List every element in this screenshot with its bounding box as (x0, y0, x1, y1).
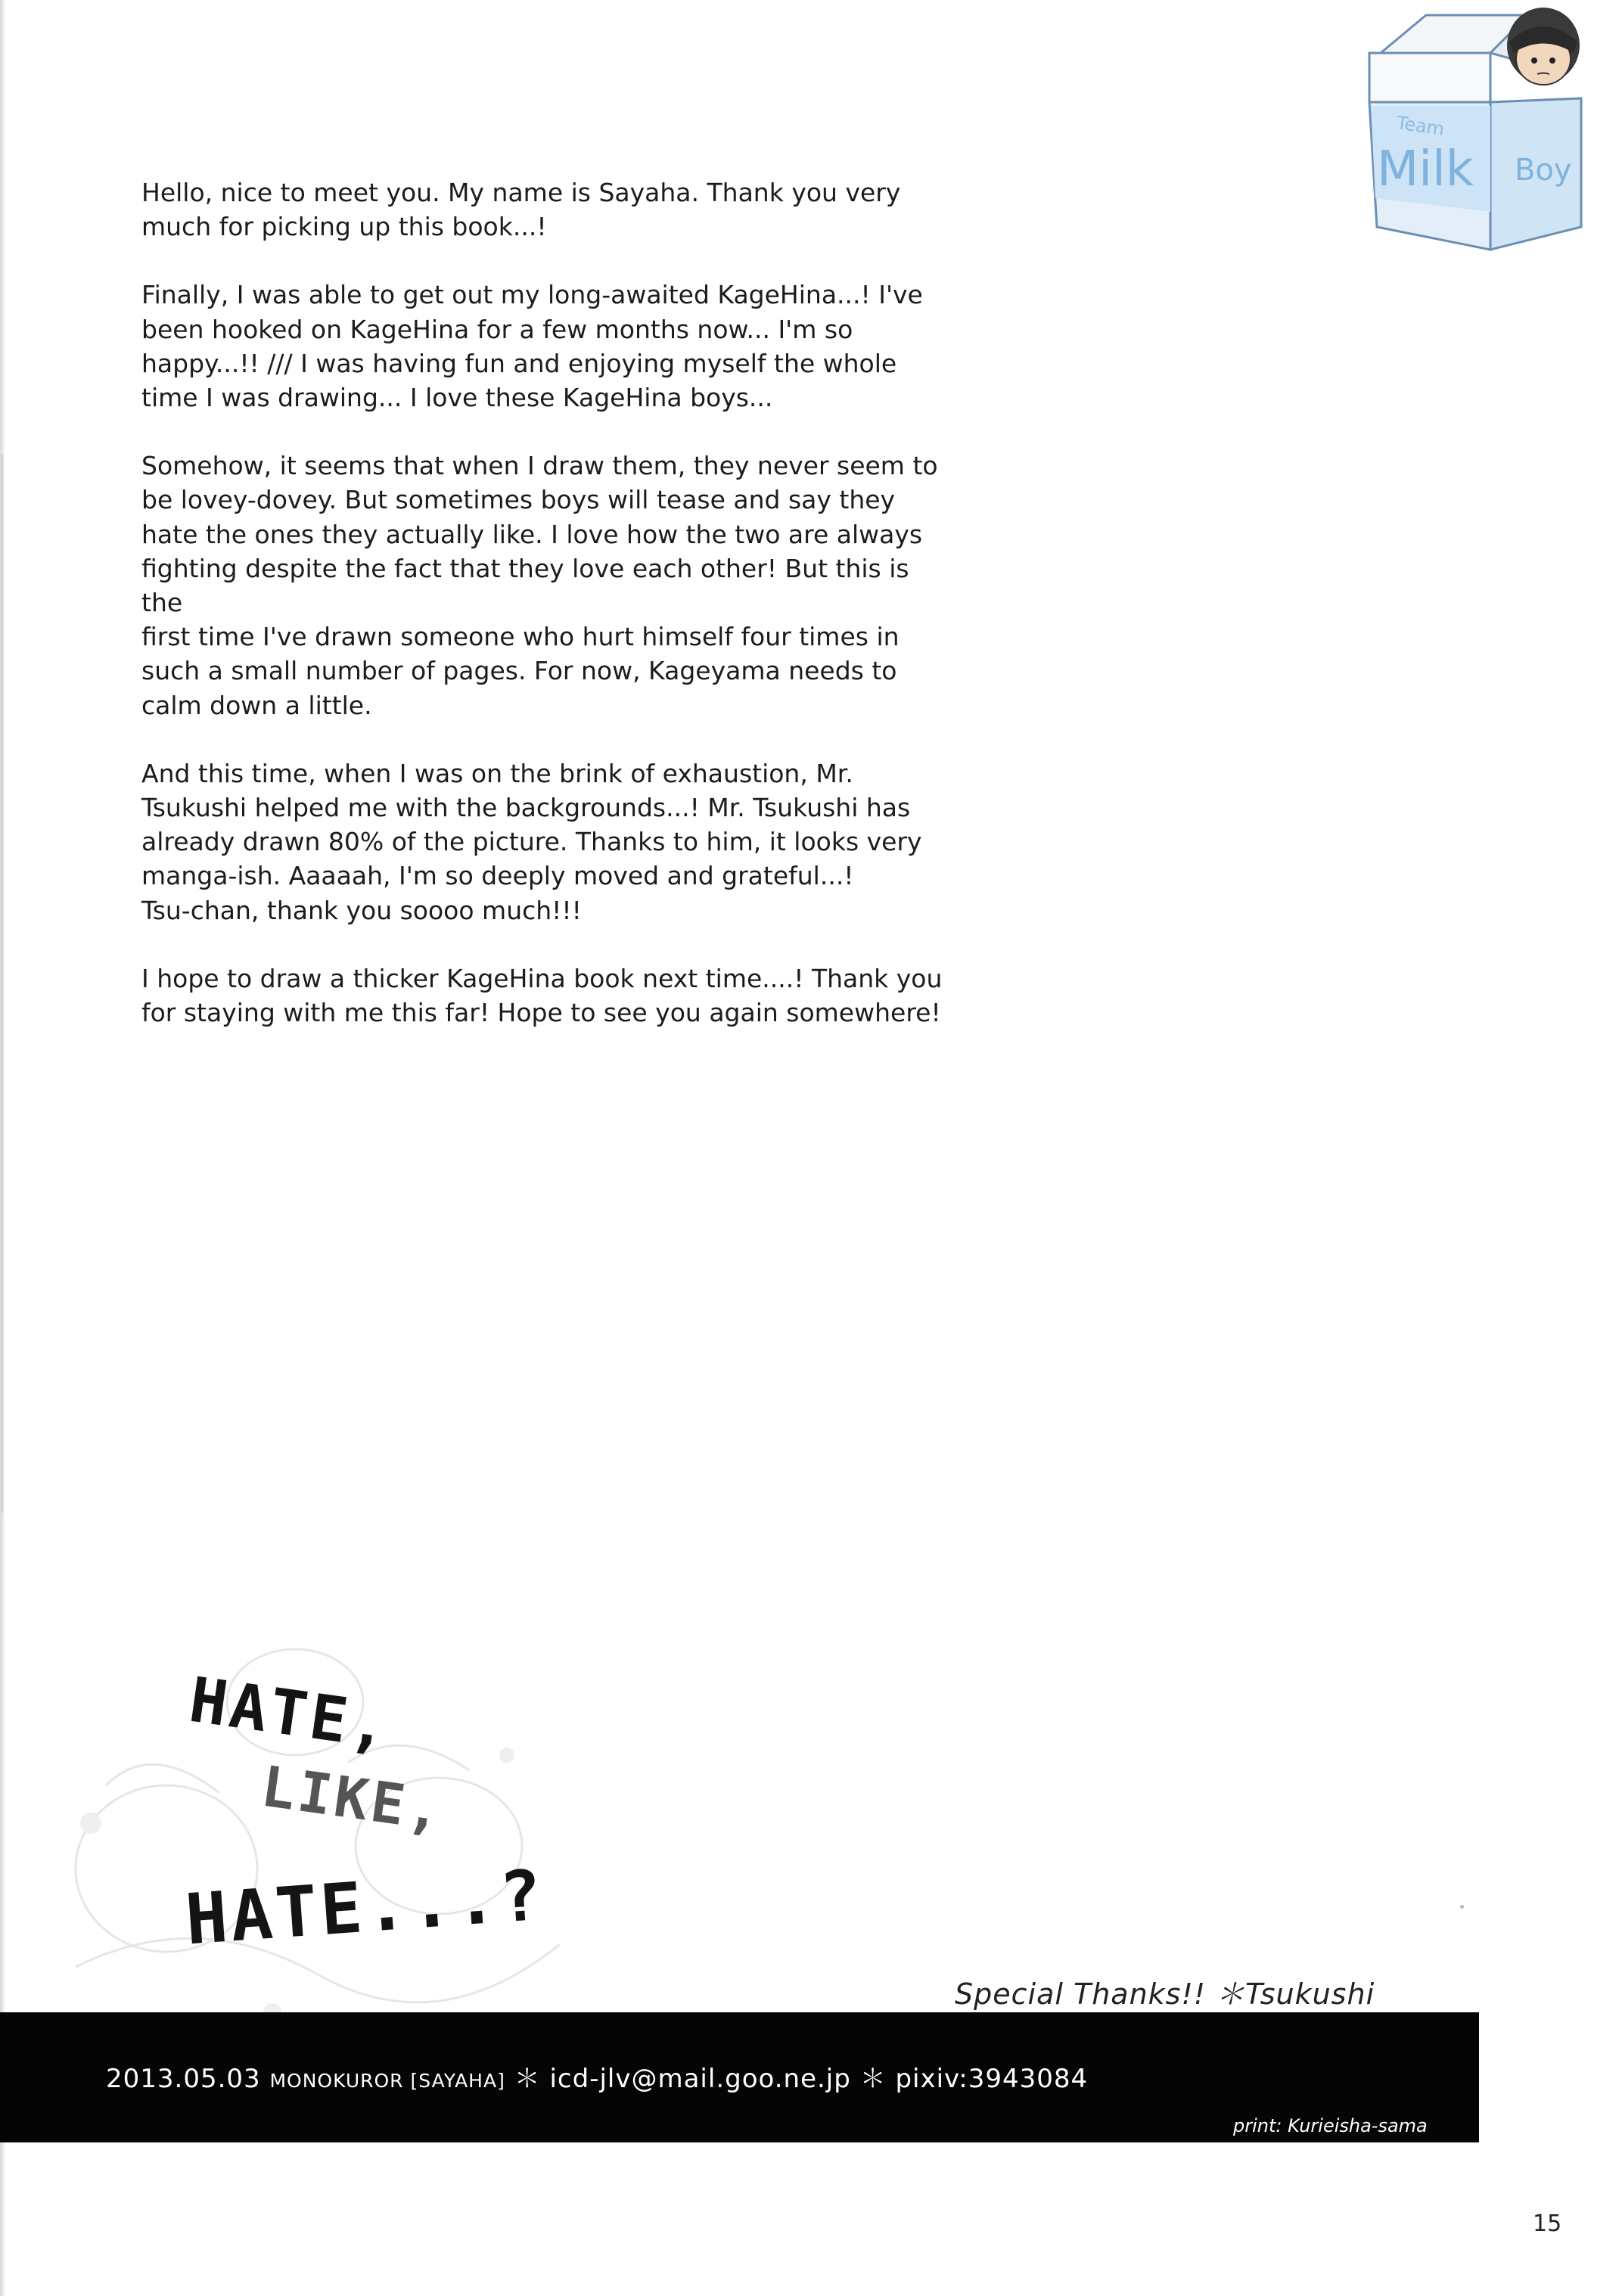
colophon-info (106, 2058, 1088, 2095)
colophon-separator: ＊ (514, 2064, 550, 2094)
page-binding-line (2, 454, 3, 1513)
colophon-date: 2013.05.03 (106, 2064, 261, 2094)
afterword-paragraph: Hello, nice to meet you. My name is Sayaha. Thank you very much for picking up this book...! (141, 178, 901, 242)
colophon-email: icd-jlv@mail.goo.ne.jp (549, 2064, 851, 2094)
title-line-hate: HATE, (185, 1664, 396, 1764)
page-number: 15 (1533, 2211, 1562, 2237)
logo-team-text: Team (1395, 112, 1446, 140)
colophon-pixiv: pixiv:3943084 (895, 2064, 1089, 2094)
afterword-paragraph: And this time, when I was on the brink of exhaustion, Mr. Tsukushi helped me with the backgrounds...! Mr. Tsukushi has already drawn 80% of the picture. Thanks to him, it looks very manga-ish. Aaaaah, I'm so deeply moved and grateful...! Tsu-chan, thank you soooo much!!! (141, 758, 922, 925)
milk-carton-icon (1354, 0, 1589, 257)
colophon-separator: ＊ (859, 2064, 896, 2094)
special-thanks: Special Thanks!! ＊Tsukushi (955, 1978, 1375, 2011)
logo-boy-text: Boy (1515, 153, 1572, 188)
afterword-paragraph: Somehow, it seems that when I draw them, they never seem to be lovey-dovey. But sometimes boys will tease and say they hate the ones they actually like. I love how the two are always fighting despite the fact that they love each other! But this is the first time I've drawn someone who hurt himself four times in such a small number of pages. For now, Kageyama needs to calm down a little. (141, 451, 938, 720)
afterword-paragraph: Finally, I was able to get out my long-awaited KageHina...! I've been hooked on KageHina for a few months now... I'm so happy...!! /// I was having fun and enjoying myself the whole time I was drawing... I love these KageHina boys... (141, 280, 923, 413)
title-line-like: LIKE, (257, 1754, 449, 1844)
ink-speck (1460, 1905, 1464, 1909)
afterword-text (141, 176, 951, 1064)
title-line-hate-question: HATE...? (182, 1854, 548, 1961)
afterword-paragraph: I hope to draw a thicker KageHina book next time....! Thank you for staying with me this far! Hope to see you again somewhere! (141, 963, 943, 1028)
logo-milk-text: Milk (1377, 141, 1474, 197)
print-credit: print: Kurieisha-sama (1233, 2115, 1428, 2136)
colophon-circle: MONOKUROR [SAYAHA] (269, 2070, 505, 2092)
